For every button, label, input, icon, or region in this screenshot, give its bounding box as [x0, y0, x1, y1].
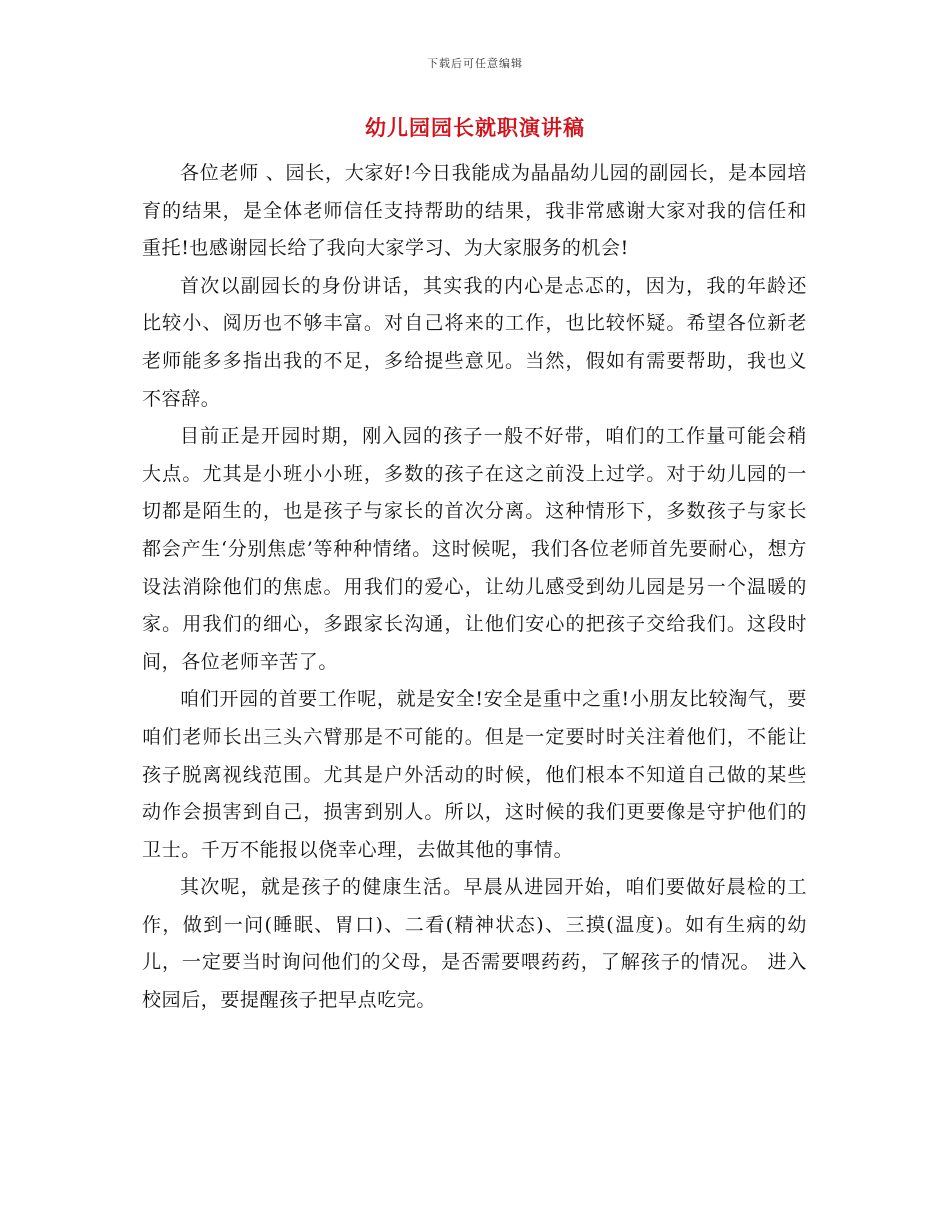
document-title: 幼儿园园长就职演讲稿 — [365, 115, 585, 140]
header-note: 下载后可任意编辑 — [427, 57, 523, 70]
paragraph-3: 目前正是开园时期，刚入园的孩子一般不好带，咱们的工作量可能会稍大点。尤其是小班小小班，多数的孩子在这之前没上过学。对于幼儿园的一切都是陌生的，也是孩子与家长的首次分离。这种情形下，多数孩子与家长都会产生‘分别焦虑’等种种情绪。这时候呢，我们各位老师首先要耐心，想方设法消除他们的焦虑。用我们的爱心，让幼儿感受到幼儿园是另一个温暖的家。用我们的细心，多跟家长沟通，让他们安心的把孩子交给我们。这段时间，各位老师辛苦了。 — [142, 425, 807, 673]
paragraph-5: 其次呢，就是孩子的健康生活。早晨从进园开始，咱们要做好晨检的工作，做到一问(睡眠、胃口)、二看(精神状态)、三摸(温度)。如有生病的幼儿，一定要当时询问他们的父母，是否需要喂药药，了解孩子的情况。 进入校园后，要提醒孩子把早点吃完。 — [142, 876, 807, 1012]
paragraph-1: 各位老师 、园长，大家好!今日我能成为晶晶幼儿园的副园长，是本园培育的结果，是全体老师信任支持帮助的结果，我非常感谢大家对我的信任和重托!也感谢园长给了我向大家学习、为大家服务的机会! — [142, 162, 807, 260]
paragraph-4: 咱们开园的首要工作呢，就是安全!安全是重中之重!小朋友比较淘气，要咱们老师长出三头六臂那是不可能的。但是一定要时时关注着他们，不能让孩子脱离视线范围。尤其是户外活动的时候，他们根本不知道自己做的某些动作会损害到自己，损害到别人。所以，这时候的我们更要像是守护他们的卫士。千万不能报以侥幸心理，去做其他的事情。 — [142, 688, 807, 861]
document-body — [142, 155, 807, 1020]
paragraph-2: 首次以副园长的身份讲话，其实我的内心是忐忑的，因为，我的年龄还比较小、阅历也不够丰富。对自己将来的工作，也比较怀疑。希望各位新老老师能多多指出我的不足，多给提些意见。当然，假如有需要帮助，我也义不容辞。 — [142, 274, 807, 410]
